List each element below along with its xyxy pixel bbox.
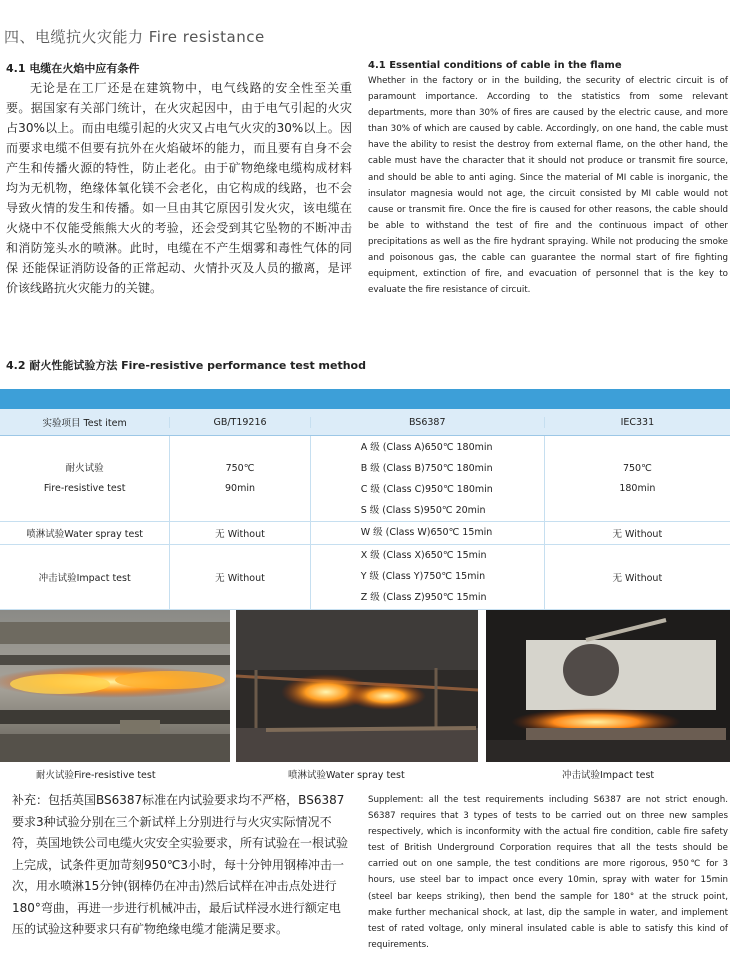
en-body-4-1: Whether in the factory or in the building, the security of electric circuit is of paramount importance. According to the statistics from some relevant departments, more than 30% of fires are caused by the electric cause, and more than 30% of which are caused by cable. Accordingly, on one hand, the cable must have the ability to resist the destroy from external flame, on the other hand, the cable must have the character that it should not produce or transmit fire source, and should be able to anti aging. Since the material of MI cable is inorganic, the insulator magnesia would not age, the circuit consisted by MI cable would not cause or transmit fire. Once the fire is caused for other reasons, the cable should be able to withstand the test of fire and the continuous impact of other precipitations as well as the fire hydrant spraying. While not producing the smoke and poisonous gas, the cable can guarantee the normal start of fire fighting equipment, extinction of fire, and evacuation of personnel that is the key to evaluate the fire resistance of circuit. <box>368 76 728 296</box>
table-row <box>0 522 730 545</box>
caption-impact: 冲击试验Impact test <box>562 770 655 781</box>
cell-iec: 180min <box>619 482 656 494</box>
photo-water-spray-test <box>236 610 478 762</box>
cell-iec: 750℃ <box>622 462 652 474</box>
table-row <box>0 436 730 522</box>
en-heading-4-1: 4.1 Essential conditions of cable in the flame <box>368 60 622 71</box>
cell-item: 耐火试验 <box>65 462 104 474</box>
caption-water-spray: 喷淋试验Water spray test <box>288 770 405 781</box>
supplement-en: Supplement: all the test requirements including S6387 are not strict enough. S6387 requires that 3 types of tests to be carried out on three new samples respectively, which is inconformity with the actual fire condition, cable fire safety test of British Underground Corporation requires that all the tests should be carried out on one sample, the test conditions are more rigorous, 950℃ for 3 hours, use steel bar to impact once every 10min, spray with water for 15min (steel bar keeps striking), then bend the sample for 180° at the struck point, make further mechanical shock, at last, dip the sample in water, and implement test of rated voltage, only mineral insulated cable is able to satisfy this kind of requirements. <box>368 795 728 950</box>
cell-bs: Y 级 (Class Y)750℃ 15min <box>360 571 486 582</box>
header-bs: BS6387 <box>310 417 544 428</box>
photo-fire-resistive-test <box>0 610 230 762</box>
heading-4-2: 4.2 耐火性能试验方法 Fire-resistive performance test method <box>6 359 366 372</box>
photo-impact-test <box>486 610 730 762</box>
header-gb: GB/T19216 <box>169 417 309 428</box>
cell-bs: C 级 (Class C)950℃ 180min <box>360 484 493 495</box>
cell-bs: S 级 (Class S)950℃ 20min <box>360 505 486 516</box>
cell-item: 喷淋试验Water spray test <box>26 529 143 540</box>
cell-gb: 750℃ <box>225 462 255 474</box>
header-iec: IEC331 <box>544 417 730 428</box>
section-title: 四、电缆抗火灾能力 Fire resistance <box>4 28 265 46</box>
table-row <box>0 545 730 610</box>
cell-bs: X 级 (Class X)650℃ 15min <box>360 550 487 561</box>
cell-iec: 无 Without <box>612 529 663 540</box>
supplement-zh: 补充：包括英国BS6387标准在内试验要求均不严格，BS6387要求3种试验分别在三个新试样上分别进行与火灾实际情况不符，英国地铁公司电缆火灾安全实验要求，所有试验在一根试验上完成，试条件更加苛刻950℃3小时，每十分钟用钢棒冲击一次，用水喷淋15分钟(钢棒仍在冲击)然后试样在冲击点处进行180°弯曲，再进一步进行机械冲击，最后试样浸水进行额定电压的试验这种要求只有矿物绝缘电缆才能满足要求。 <box>12 793 349 936</box>
cell-item: 冲击试验Impact test <box>38 573 131 584</box>
cell-bs: Z 级 (Class Z)950℃ 15min <box>360 592 487 603</box>
cell-bs: W 级 (Class W)650℃ 15min <box>360 527 493 538</box>
test-method-table <box>0 389 730 610</box>
zh-heading-4-1: 4.1 电缆在火焰中应有条件 <box>6 62 140 75</box>
table-header <box>0 409 730 436</box>
cell-bs: A 级 (Class A)650℃ 180min <box>360 442 493 453</box>
cell-iec: 无 Without <box>612 573 663 584</box>
cell-bs: B 级 (Class B)750℃ 180min <box>360 463 493 474</box>
caption-fire-resistive: 耐火试验Fire-resistive test <box>36 770 156 781</box>
header-test-item: 实验项目 Test item <box>42 418 127 429</box>
cell-gb: 无 Without <box>215 573 265 584</box>
table-band <box>0 389 730 409</box>
cell-item: Fire-resistive test <box>43 482 126 494</box>
zh-body-4-1: 无论是在工厂还是在建筑物中，电气线路的安全性至关重要。据国家有关部门统计，在火灾起因中，由于电气引起的火灾占30%以上。而由电缆引起的火灾又占电气火灾的30%以上。因而要求电缆不但要有抗外在火焰破坏的能力，而且要有自身不会产生和传播火源的特性，防止老化。由于矿物绝缘电缆构成材料均为无机物，绝缘体氧化镁不会老化，由它构成的线路，也不会导致火情的发生和传播。如一旦由其它原因引发火灾，该电缆在火烧中不仅能受熊熊大火的考验，还会受到其它坠物的不断冲击和消防笼头水的喷淋。此时，电缆在不产生烟雾和毒性气体的同 保 还能保证消防设备的正常起动、火情扑灭及人员的撤离，是评价该线路抗火灾能力的关键。 <box>6 81 352 295</box>
cell-gb: 无 Without <box>215 529 265 540</box>
cell-gb: 90min <box>225 482 256 494</box>
